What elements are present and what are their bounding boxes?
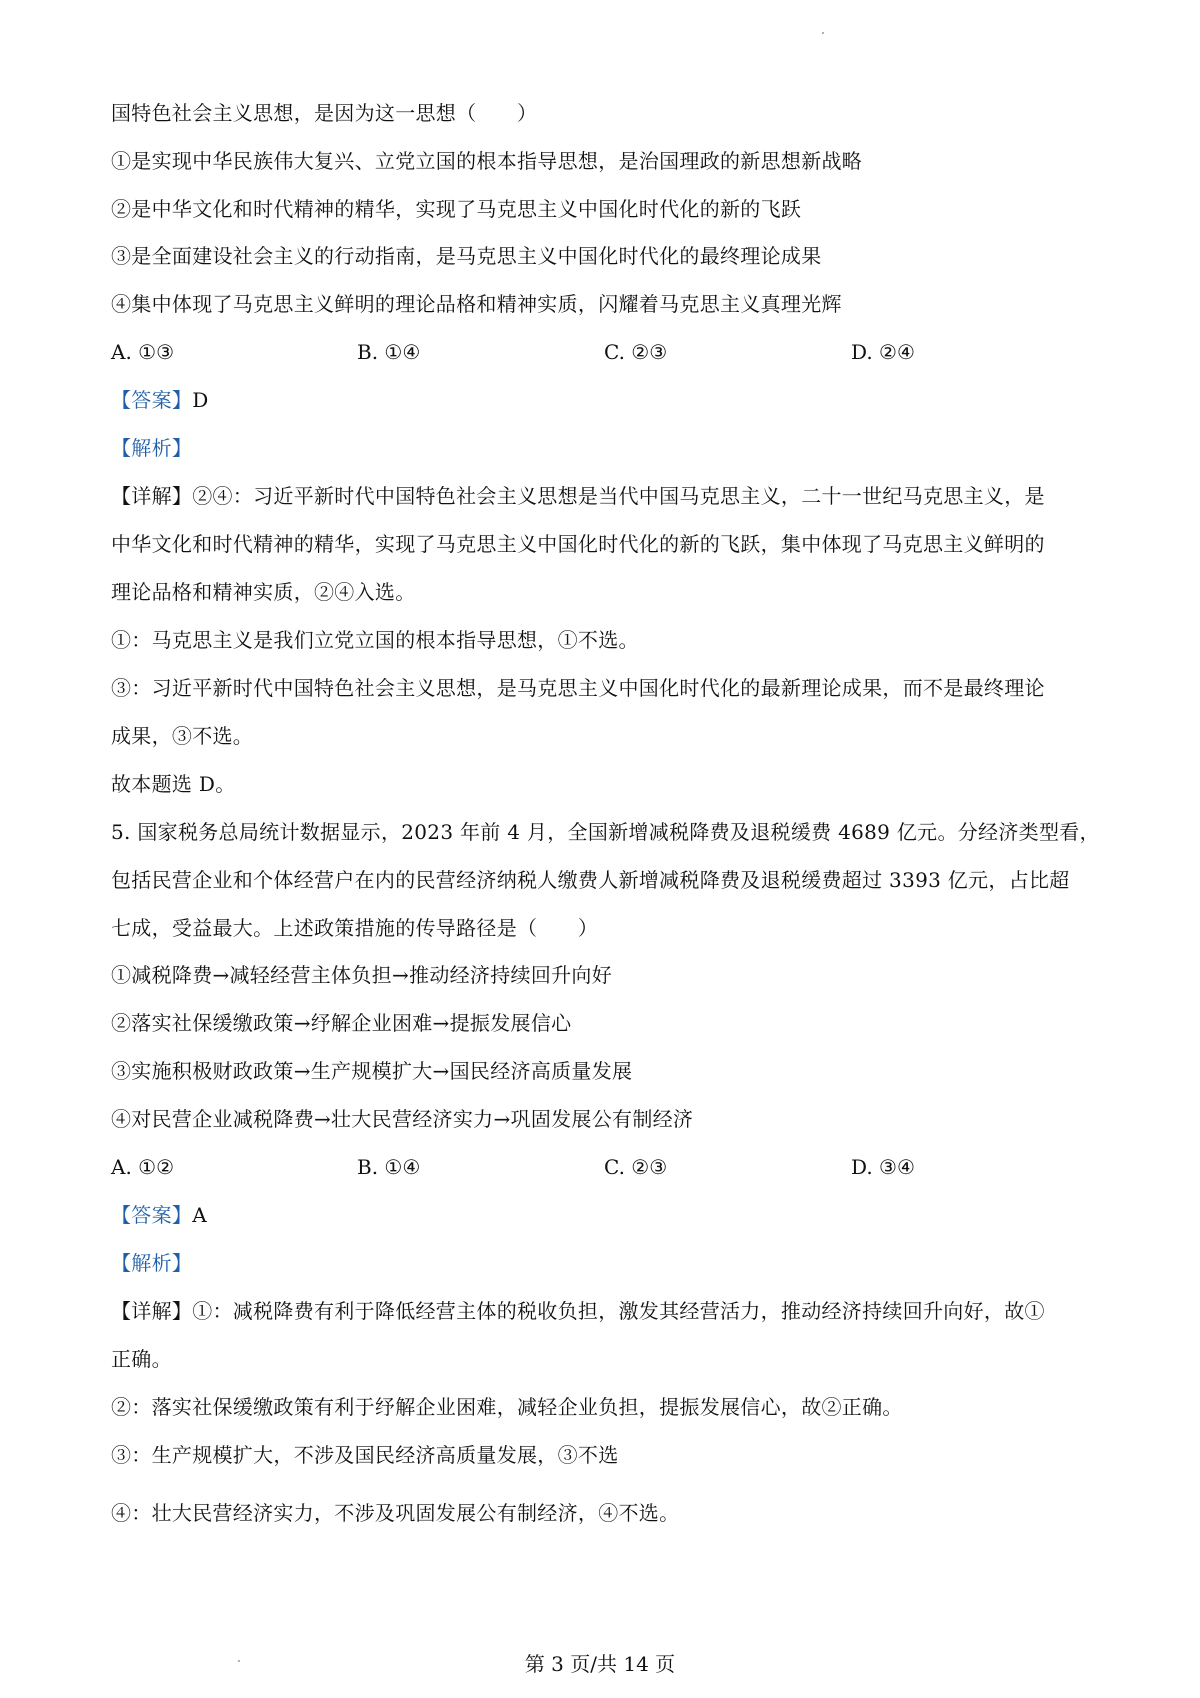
q4-option-a: A. ①③: [111, 340, 175, 364]
q4-item-4: ④集中体现了马克思主义鲜明的理论品格和精神实质，闪耀着马克思主义真理光辉: [111, 292, 842, 316]
q5-detail-4: ③：生产规模扩大，不涉及国民经济高质量发展，③不选: [111, 1443, 619, 1467]
q4-item-2: ②是中华文化和时代精神的精华，实现了马克思主义中国化时代化的新的飞跃: [111, 197, 802, 221]
q4-analysis-tag: [111, 435, 192, 461]
q4-options: [0, 339, 1200, 365]
q4-option-c: C. ②③: [604, 340, 668, 364]
q4-detail-3: 理论品格和精神实质，②④入选。: [111, 580, 416, 604]
q5-detail-2: 正确。: [111, 1347, 172, 1371]
answer-value: A: [192, 1203, 207, 1227]
q5-option-c: C. ②③: [604, 1155, 668, 1179]
analysis-tag: 【解析】: [111, 1251, 193, 1275]
q4-answer: [111, 387, 209, 413]
q5-item-3: ③实施积极财政政策→生产规模扩大→国民经济高质量发展: [111, 1059, 633, 1083]
q5-detail-3: ②：落实社保缓缴政策有利于纾解企业困难，减轻企业负担，提振发展信心，故②正确。: [111, 1395, 903, 1419]
q4-detail-6: 成果，③不选。: [111, 724, 254, 748]
q4-item-1: ①是实现中华民族伟大复兴、立党立国的根本指导思想，是治国理政的新思想新战略: [111, 149, 863, 173]
q5-stem-3: 七成，受益最大。上述政策措施的传导路径是（ ）: [111, 916, 599, 940]
q5-option-b: B. ①④: [357, 1155, 421, 1179]
q5-item-1: ①减税降费→减轻经营主体负担→推动经济持续回升向好: [111, 963, 613, 987]
q5-detail-5: ④：壮大民营经济实力，不涉及巩固发展公有制经济，④不选。: [111, 1501, 680, 1525]
q4-option-d: D. ②④: [851, 340, 915, 364]
q5-item-2: ②落实社保缓缴政策→纾解企业困难→提振发展信心: [111, 1011, 572, 1035]
answer-tag: 【答案】: [111, 1203, 193, 1227]
q5-stem-1: 5. 国家税务总局统计数据显示，2023 年前 4 月，全国新增减税降费及退税缓费 4689 亿元。分经济类型看，: [111, 820, 1100, 844]
q5-stem-2: 包括民营企业和个体经营户在内的民营经济纳税人缴费人新增减税降费及退税缓费超过 3393 亿元，占比超: [111, 868, 1070, 892]
q4-item-3: ③是全面建设社会主义的行动指南，是马克思主义中国化时代化的最终理论成果: [111, 244, 822, 268]
analysis-tag: 【解析】: [111, 436, 193, 460]
page-footer: 第 3 页/共 14 页: [524, 1652, 676, 1676]
q5-options: [0, 1154, 1200, 1180]
q4-detail-4: ①：马克思主义是我们立党立国的根本指导思想，①不选。: [111, 628, 639, 652]
answer-tag: 【答案】: [111, 388, 193, 412]
q5-analysis-tag: [111, 1250, 192, 1276]
q4-stem: 国特色社会主义思想，是因为这一思想（ ）: [111, 101, 538, 125]
q4-detail-1: 【详解】②④：习近平新时代中国特色社会主义思想是当代中国马克思主义，二十一世纪马克思主义，是: [111, 484, 1045, 508]
q5-option-d: D. ③④: [851, 1155, 915, 1179]
answer-value: D: [192, 388, 209, 412]
q5-detail-1: 【详解】①：减税降费有利于降低经营主体的税收负担，激发其经营活力，推动经济持续回升向好，故①: [111, 1299, 1045, 1323]
q4-detail-5: ③：习近平新时代中国特色社会主义思想，是马克思主义中国化时代化的最新理论成果，而不是最终理论: [111, 676, 1045, 700]
q4-detail-7: 故本题选 D。: [111, 772, 236, 796]
scan-speck: [238, 1660, 240, 1662]
scan-speck: [822, 32, 824, 34]
q4-detail-2: 中华文化和时代精神的精华，实现了马克思主义中国化时代化的新的飞跃，集中体现了马克思主义鲜明的: [111, 532, 1045, 556]
q5-option-a: A. ①②: [111, 1155, 175, 1179]
q4-option-b: B. ①④: [357, 340, 421, 364]
q5-answer: [111, 1202, 207, 1228]
q5-item-4: ④对民营企业减税降费→壮大民营经济实力→巩固发展公有制经济: [111, 1107, 694, 1131]
